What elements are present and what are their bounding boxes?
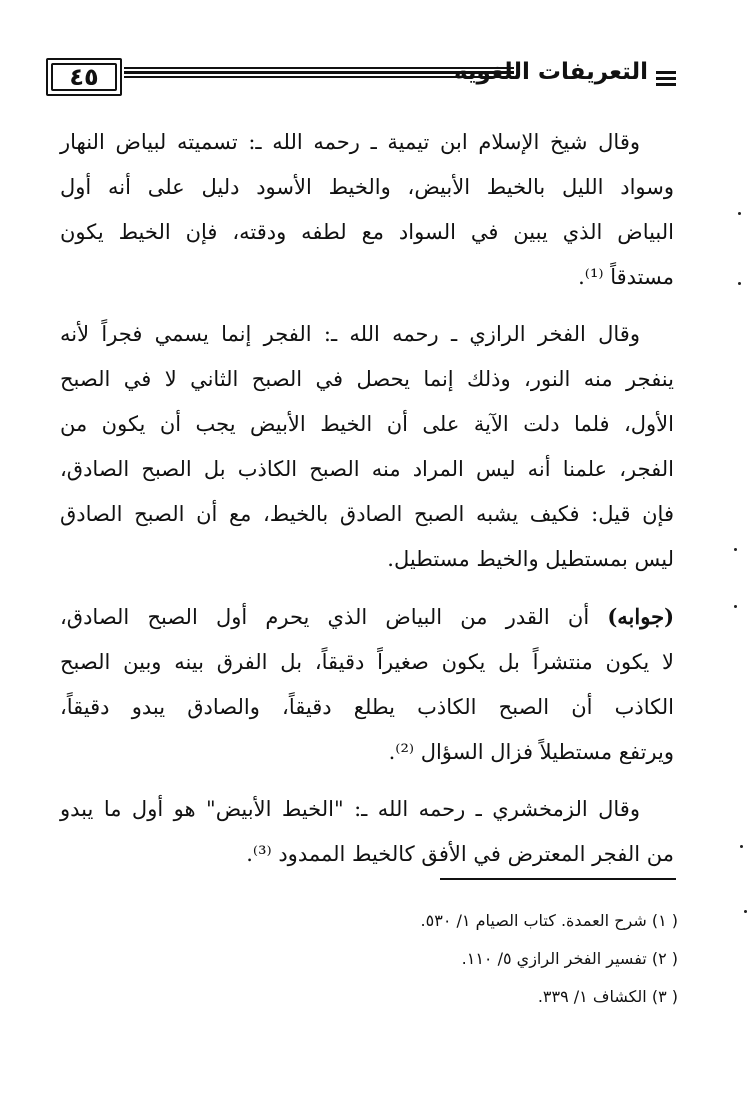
text-line: ليس بمستطيل والخيط مستطيل.: [387, 547, 674, 571]
text-line: فإن قيل: فكيف يشبه الصبح الصادق بالخيط، مع أن الصبح الصادق: [60, 502, 674, 526]
paragraph-ibn-taymiyyah: [60, 120, 674, 300]
scan-speck: [734, 548, 737, 551]
paragraph-answer: [60, 594, 674, 775]
answer-label: (جوابه): [607, 604, 674, 629]
running-header: [46, 55, 676, 99]
scan-speck: [734, 605, 737, 608]
text-line: وقال الفخر الرازي ـ رحمه الله ـ: الفجر إنما يسمي فجراً لأنه: [60, 322, 640, 346]
text-line: وسواد الليل بالخيط الأبيض، والخيط الأسود دليل على أنه أول: [60, 175, 674, 199]
text-line: الفجر، علمنا أنه ليس المراد منه الصبح الكاذب بل الصبح الصادق،: [60, 457, 674, 481]
text-line: [60, 594, 674, 640]
page-number-frame: [46, 58, 122, 96]
text-line: من الفجر المعترض في الأفق كالخيط الممدود ⁽³⁾.: [246, 842, 674, 866]
text-line: ينفجر منه النور، وذلك إنما يحصل في الصبح الثاني لا في الصبح: [60, 367, 674, 391]
text-line: البياض الذي يبين في السواد مع لطفه ودقته، فإن الخيط يكون: [60, 220, 674, 244]
footnote-2: ( ٢) تفسير الفخر الرازي ٥/ ١١٠.: [461, 949, 678, 968]
footnote-3: ( ٣) الكشاف ١/ ٣٣٩.: [537, 987, 678, 1006]
text-line: لا يكون منتشراً بل يكون صغيراً دقيقاً، بل الفرق بينه وبين الصبح: [60, 650, 674, 674]
text-line: وقال شيخ الإسلام ابن تيمية ـ رحمه الله ـ: تسميته لبياض النهار: [60, 130, 640, 154]
main-text: [60, 120, 674, 889]
scan-speck: [738, 282, 741, 285]
text-line: الكاذب أن الصبح الكاذب يطلع دقيقاً، والصادق يبدو دقيقاً،: [60, 695, 674, 719]
footnote-1: ( ١) شرح العمدة. كتاب الصيام ١/ ٥٣٠.: [420, 911, 678, 930]
scan-speck: [740, 845, 743, 848]
text-line: ويرتفع مستطيلاً فزال السؤال ⁽²⁾.: [388, 740, 674, 764]
scan-speck: [738, 212, 741, 215]
footnotes: [258, 906, 678, 1020]
answer-text: أن القدر من البياض الذي يحرم أول الصبح الصادق،: [60, 605, 608, 629]
text-line: وقال الزمخشري ـ رحمه الله ـ: "الخيط الأبيض" هو أول ما يبدو: [60, 797, 640, 821]
text-line: مستدقاً ⁽¹⁾.: [578, 265, 674, 289]
paragraph-zamakhshari: [60, 787, 674, 877]
header-ornament-bars: [656, 71, 676, 89]
footnote-separator: [440, 878, 676, 880]
scan-speck: [744, 910, 747, 913]
running-title: التعريفات اللغوية: [453, 59, 648, 85]
paragraph-al-razi: [60, 312, 674, 582]
page-number: ٤٥: [69, 63, 99, 91]
text-line: الأول، فلما دلت الآية على أن الخيط الأبيض يجب أن يكون من: [60, 412, 674, 436]
